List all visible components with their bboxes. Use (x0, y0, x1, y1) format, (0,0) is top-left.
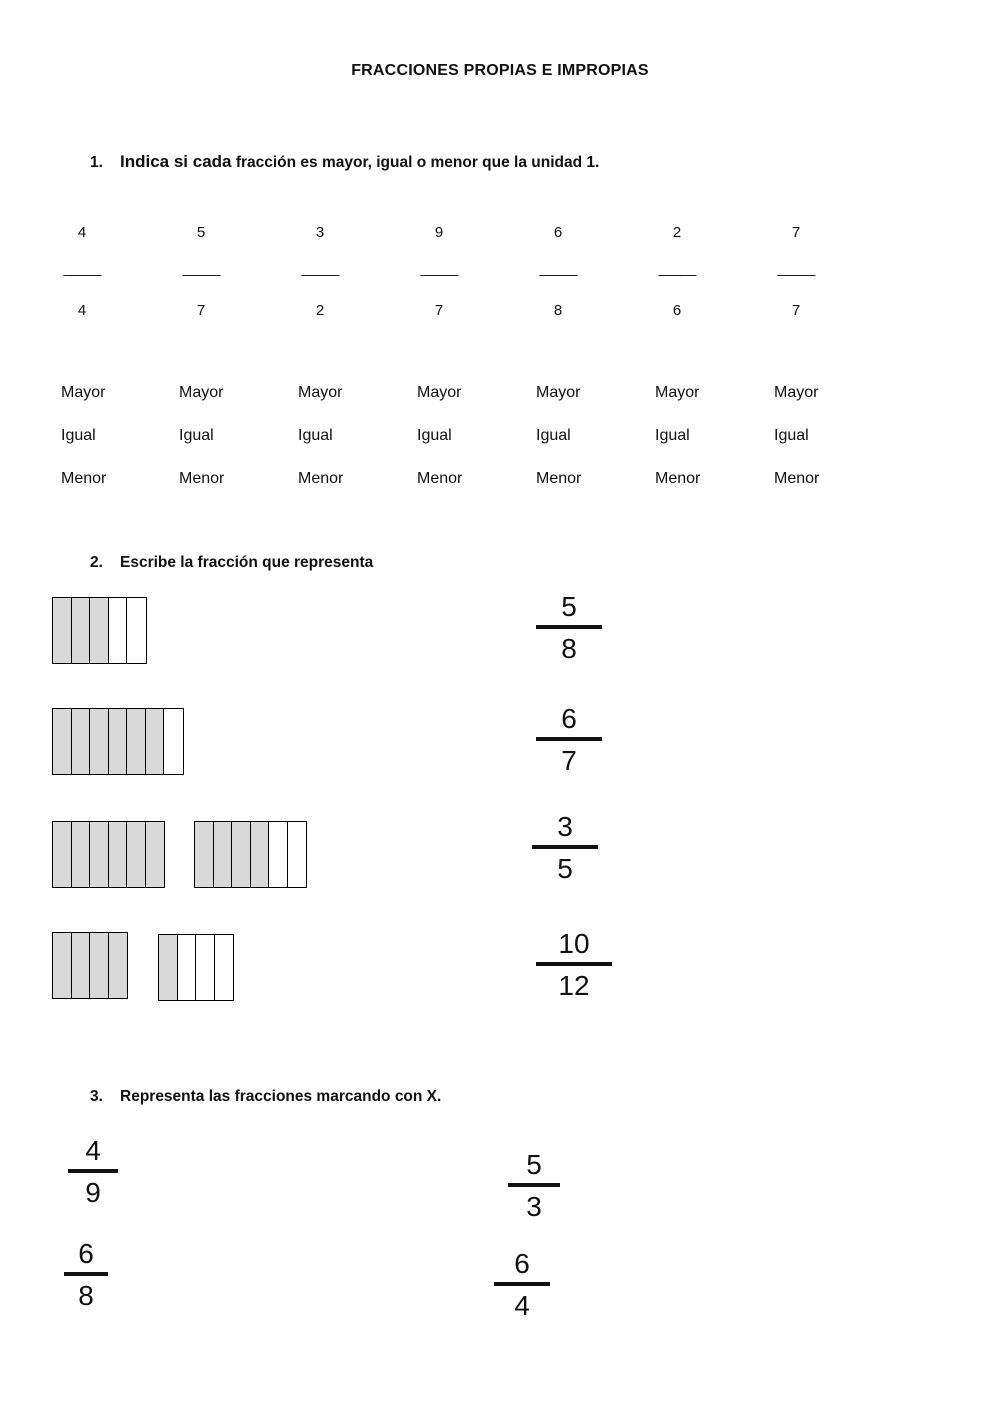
fraction-numerator: 9 (434, 224, 444, 241)
shaded-cell (72, 822, 91, 887)
option-mayor[interactable]: Mayor (655, 384, 700, 401)
fraction-numerator: 5 (561, 591, 577, 622)
fraction-numerator: 6 (78, 1238, 94, 1269)
section-2-number: 2. (90, 554, 103, 571)
shaded-cell (159, 935, 178, 1000)
shaded-cell (146, 709, 165, 774)
fraction-strip (52, 932, 128, 999)
option-menor[interactable]: Menor (536, 470, 582, 487)
shaded-cell (251, 822, 270, 887)
shaded-cell (109, 822, 128, 887)
fraction-denominator: 4 (77, 302, 87, 319)
fraction-numerator: 6 (561, 703, 577, 734)
fraction-line (532, 845, 598, 849)
option-menor[interactable]: Menor (774, 470, 820, 487)
fraction-denominator: 9 (85, 1177, 101, 1208)
fraction-denominator: 3 (526, 1191, 542, 1222)
fraction-line (64, 1272, 108, 1276)
shaded-cell (90, 709, 109, 774)
shaded-cell (146, 822, 165, 887)
empty-cell (288, 822, 307, 887)
option-mayor[interactable]: Mayor (417, 384, 462, 401)
option-mayor[interactable]: Mayor (774, 384, 819, 401)
fraction-numerator: 5 (196, 224, 206, 241)
fraction-line (536, 737, 602, 741)
fraction-denominator: 8 (561, 633, 577, 664)
fraction-line (536, 962, 612, 966)
fraction-denominator: 8 (78, 1280, 94, 1311)
fraction-denominator: 7 (196, 302, 206, 319)
fraction-bar: _____ (539, 260, 577, 277)
fraction-bar: _____ (777, 260, 815, 277)
option-igual[interactable]: Igual (536, 427, 571, 444)
fraction-denominator: 7 (791, 302, 801, 319)
shaded-cell (232, 822, 251, 887)
option-menor[interactable]: Menor (179, 470, 225, 487)
fraction-item (528, 224, 588, 324)
empty-cell (196, 935, 215, 1000)
fraction-line (536, 625, 602, 629)
shaded-cell (109, 709, 128, 774)
fraction-denominator: 2 (315, 302, 325, 319)
option-igual[interactable]: Igual (298, 427, 333, 444)
option-mayor[interactable]: Mayor (298, 384, 343, 401)
section-1-heading-lead: Indica si cada (120, 152, 232, 171)
option-mayor[interactable]: Mayor (61, 384, 106, 401)
page-title: FRACCIONES PROPIAS E IMPROPIAS (351, 62, 649, 79)
shaded-cell (195, 822, 214, 887)
fraction-line (508, 1183, 560, 1187)
fraction-denominator: 7 (434, 302, 444, 319)
option-menor[interactable]: Menor (61, 470, 107, 487)
fraction-bar: _____ (63, 260, 101, 277)
fraction-strip (52, 708, 184, 775)
fraction-numerator: 10 (558, 928, 590, 959)
option-menor[interactable]: Menor (417, 470, 463, 487)
shaded-cell (90, 598, 109, 663)
fraction-item (647, 224, 707, 324)
fraction-denominator: 4 (514, 1290, 530, 1321)
option-igual[interactable]: Igual (61, 427, 96, 444)
fraction-numerator: 3 (315, 224, 325, 241)
fraction-numerator: 4 (77, 224, 87, 241)
fraction-denominator: 5 (557, 853, 573, 884)
shaded-cell (53, 933, 72, 998)
fraction-strip (194, 821, 307, 888)
fraction-item (171, 224, 231, 324)
fraction-to-mark (64, 1240, 108, 1310)
fraction-numerator: 5 (526, 1149, 542, 1180)
option-igual[interactable]: Igual (417, 427, 452, 444)
section-3-number: 3. (90, 1088, 103, 1105)
fraction-strip (52, 821, 165, 888)
fraction-denominator: 7 (561, 745, 577, 776)
fraction-numerator: 2 (672, 224, 682, 241)
section-3-heading (90, 1088, 441, 1106)
empty-cell (109, 598, 128, 663)
answer-fraction (536, 705, 602, 775)
section-1-heading (90, 152, 599, 172)
shaded-cell (214, 822, 233, 887)
shaded-cell (72, 933, 91, 998)
fraction-denominator: 6 (672, 302, 682, 319)
option-mayor[interactable]: Mayor (536, 384, 581, 401)
answer-fraction (536, 930, 612, 1000)
fraction-item (52, 224, 112, 324)
shaded-cell (109, 933, 128, 998)
fraction-numerator: 6 (514, 1248, 530, 1279)
option-mayor[interactable]: Mayor (179, 384, 224, 401)
empty-cell (164, 709, 183, 774)
option-menor[interactable]: Menor (655, 470, 701, 487)
option-menor[interactable]: Menor (298, 470, 344, 487)
shaded-cell (72, 598, 91, 663)
fraction-item (290, 224, 350, 324)
shaded-cell (53, 709, 72, 774)
fraction-bar: _____ (182, 260, 220, 277)
section-1-heading-rest: fracción es mayor, igual o menor que la unidad 1. (235, 154, 600, 171)
empty-cell (215, 935, 234, 1000)
section-3-heading-text: Representa las fracciones marcando con X. (120, 1088, 442, 1105)
fraction-strip (158, 934, 234, 1001)
fraction-item (409, 224, 469, 324)
section-2-heading (90, 554, 373, 572)
fraction-numerator: 7 (791, 224, 801, 241)
fraction-line (494, 1282, 550, 1286)
empty-cell (178, 935, 197, 1000)
fraction-to-mark (68, 1137, 118, 1207)
empty-cell (127, 598, 146, 663)
shaded-cell (127, 709, 146, 774)
fraction-numerator: 4 (85, 1135, 101, 1166)
fraction-item (766, 224, 826, 324)
fraction-bar: _____ (658, 260, 696, 277)
option-igual[interactable]: Igual (774, 427, 809, 444)
option-igual[interactable]: Igual (655, 427, 690, 444)
section-1-number: 1. (90, 154, 103, 171)
shaded-cell (72, 709, 91, 774)
section-2-heading-text: Escribe la fracción que representa (120, 554, 374, 571)
fraction-bar: _____ (301, 260, 339, 277)
fraction-strip (52, 597, 147, 664)
fraction-denominator: 12 (558, 970, 590, 1001)
shaded-cell (53, 822, 72, 887)
shaded-cell (53, 598, 72, 663)
fraction-to-mark (494, 1250, 550, 1320)
fraction-denominator: 8 (553, 302, 563, 319)
fraction-bar: _____ (420, 260, 458, 277)
empty-cell (269, 822, 288, 887)
fraction-numerator: 3 (557, 811, 573, 842)
option-igual[interactable]: Igual (179, 427, 214, 444)
shaded-cell (127, 822, 146, 887)
fraction-numerator: 6 (553, 224, 563, 241)
answer-fraction (536, 593, 602, 663)
fraction-to-mark (508, 1151, 560, 1221)
answer-fraction (532, 813, 598, 883)
fraction-line (68, 1169, 118, 1173)
shaded-cell (90, 933, 109, 998)
shaded-cell (90, 822, 109, 887)
